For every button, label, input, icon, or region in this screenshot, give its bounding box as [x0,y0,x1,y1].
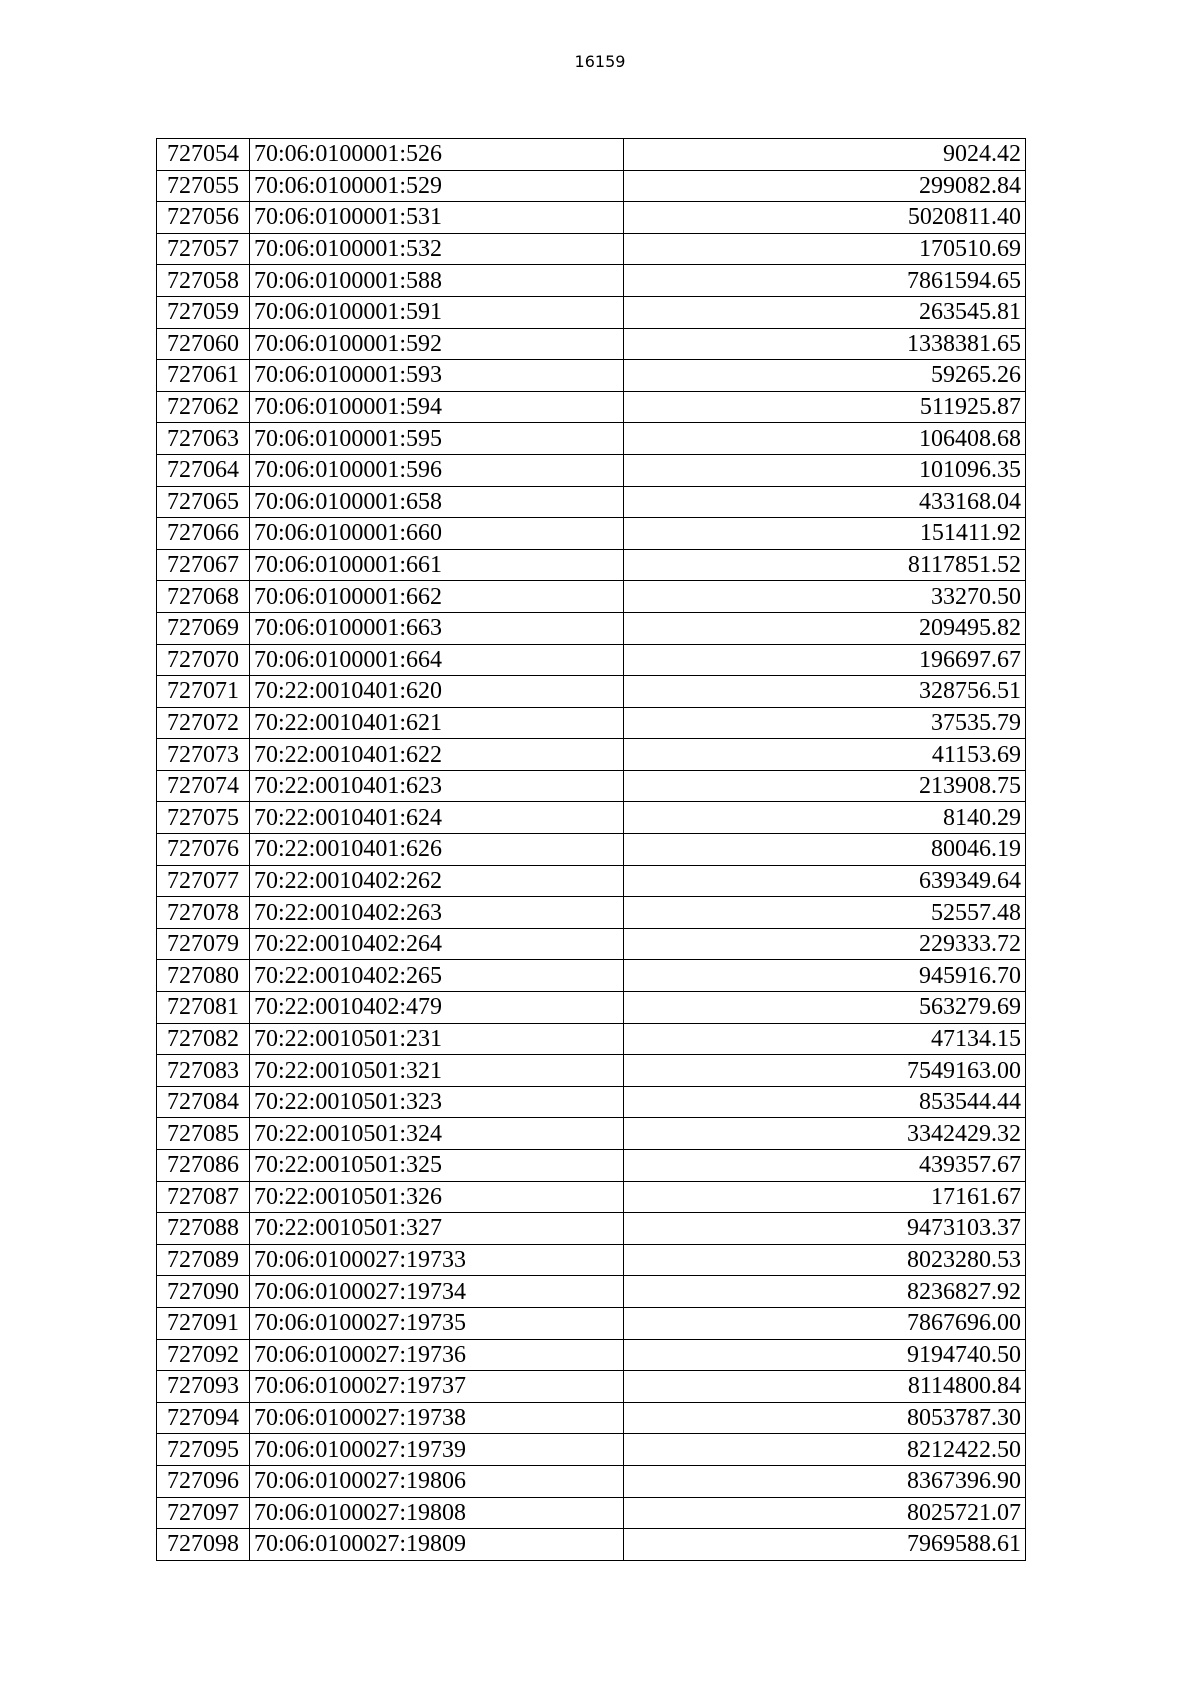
value-cell: 299082.84 [624,170,1026,202]
value-cell: 439357.67 [624,1150,1026,1182]
row-id-cell: 727073 [157,739,250,771]
value-cell: 8236827.92 [624,1276,1026,1308]
table-row [157,865,1026,897]
row-id-cell: 727076 [157,834,250,866]
table-row [157,960,1026,992]
table-row [157,1434,1026,1466]
cadastral-number-cell: 70:22:0010501:325 [250,1150,624,1182]
table-body [157,139,1026,1561]
row-id-cell: 727087 [157,1181,250,1213]
value-cell: 7969588.61 [624,1529,1026,1561]
value-cell: 41153.69 [624,739,1026,771]
table-row [157,676,1026,708]
value-cell: 229333.72 [624,928,1026,960]
row-id-cell: 727074 [157,770,250,802]
value-cell: 17161.67 [624,1181,1026,1213]
row-id-cell: 727070 [157,644,250,676]
row-id-cell: 727056 [157,202,250,234]
row-id-cell: 727068 [157,581,250,613]
cadastral-number-cell: 70:06:0100001:595 [250,423,624,455]
value-cell: 7549163.00 [624,1055,1026,1087]
cadastral-number-cell: 70:22:0010402:264 [250,928,624,960]
table-row [157,328,1026,360]
value-cell: 639349.64 [624,865,1026,897]
table-row [157,834,1026,866]
cadastral-number-cell: 70:22:0010401:623 [250,770,624,802]
table-row [157,265,1026,297]
table-row [157,1244,1026,1276]
cadastral-number-cell: 70:06:0100001:592 [250,328,624,360]
row-id-cell: 727091 [157,1307,250,1339]
row-id-cell: 727059 [157,296,250,328]
cadastral-number-cell: 70:06:0100027:19806 [250,1465,624,1497]
row-id-cell: 727092 [157,1339,250,1371]
value-cell: 8367396.90 [624,1465,1026,1497]
value-cell: 328756.51 [624,676,1026,708]
value-cell: 209495.82 [624,612,1026,644]
value-cell: 101096.35 [624,454,1026,486]
row-id-cell: 727083 [157,1055,250,1087]
table-row [157,1371,1026,1403]
table-row [157,992,1026,1024]
table-row [157,928,1026,960]
value-cell: 151411.92 [624,518,1026,550]
value-cell: 8212422.50 [624,1434,1026,1466]
table-row [157,1497,1026,1529]
cadastral-number-cell: 70:06:0100001:532 [250,233,624,265]
cadastral-number-cell: 70:22:0010501:327 [250,1213,624,1245]
table-row [157,802,1026,834]
row-id-cell: 727078 [157,897,250,929]
row-id-cell: 727085 [157,1118,250,1150]
table-row [157,644,1026,676]
registry-table [156,138,1026,1561]
table-row [157,1055,1026,1087]
row-id-cell: 727065 [157,486,250,518]
cadastral-number-cell: 70:06:0100001:591 [250,296,624,328]
row-id-cell: 727096 [157,1465,250,1497]
table-row [157,1023,1026,1055]
cadastral-number-cell: 70:06:0100027:19809 [250,1529,624,1561]
value-cell: 563279.69 [624,992,1026,1024]
cadastral-number-cell: 70:22:0010402:479 [250,992,624,1024]
row-id-cell: 727081 [157,992,250,1024]
row-id-cell: 727079 [157,928,250,960]
value-cell: 8114800.84 [624,1371,1026,1403]
value-cell: 945916.70 [624,960,1026,992]
cadastral-number-cell: 70:22:0010401:620 [250,676,624,708]
table-row [157,233,1026,265]
value-cell: 853544.44 [624,1086,1026,1118]
row-id-cell: 727063 [157,423,250,455]
table-row [157,770,1026,802]
cadastral-number-cell: 70:06:0100027:19736 [250,1339,624,1371]
row-id-cell: 727098 [157,1529,250,1561]
value-cell: 9194740.50 [624,1339,1026,1371]
value-cell: 47134.15 [624,1023,1026,1055]
value-cell: 7867696.00 [624,1307,1026,1339]
cadastral-number-cell: 70:06:0100001:594 [250,391,624,423]
cadastral-number-cell: 70:22:0010401:622 [250,739,624,771]
cadastral-number-cell: 70:22:0010501:324 [250,1118,624,1150]
row-id-cell: 727093 [157,1371,250,1403]
value-cell: 8117851.52 [624,549,1026,581]
cadastral-number-cell: 70:06:0100027:19737 [250,1371,624,1403]
table-row [157,707,1026,739]
value-cell: 8023280.53 [624,1244,1026,1276]
table-row [157,581,1026,613]
cadastral-number-cell: 70:22:0010401:621 [250,707,624,739]
row-id-cell: 727055 [157,170,250,202]
row-id-cell: 727057 [157,233,250,265]
value-cell: 8025721.07 [624,1497,1026,1529]
value-cell: 433168.04 [624,486,1026,518]
cadastral-number-cell: 70:06:0100001:658 [250,486,624,518]
row-id-cell: 727069 [157,612,250,644]
table-row [157,1086,1026,1118]
value-cell: 33270.50 [624,581,1026,613]
value-cell: 9024.42 [624,139,1026,171]
table-row [157,1307,1026,1339]
cadastral-number-cell: 70:06:0100027:19808 [250,1497,624,1529]
row-id-cell: 727080 [157,960,250,992]
value-cell: 263545.81 [624,296,1026,328]
row-id-cell: 727089 [157,1244,250,1276]
value-cell: 106408.68 [624,423,1026,455]
value-cell: 196697.67 [624,644,1026,676]
row-id-cell: 727061 [157,360,250,392]
table-row [157,296,1026,328]
table-row [157,1529,1026,1561]
table-row [157,1339,1026,1371]
table-row [157,739,1026,771]
table-row [157,170,1026,202]
table-row [157,1181,1026,1213]
value-cell: 213908.75 [624,770,1026,802]
table-row [157,549,1026,581]
value-cell: 80046.19 [624,834,1026,866]
value-cell: 511925.87 [624,391,1026,423]
row-id-cell: 727090 [157,1276,250,1308]
cadastral-number-cell: 70:06:0100001:596 [250,454,624,486]
value-cell: 3342429.32 [624,1118,1026,1150]
row-id-cell: 727075 [157,802,250,834]
row-id-cell: 727066 [157,518,250,550]
table-row [157,1465,1026,1497]
cadastral-number-cell: 70:22:0010501:231 [250,1023,624,1055]
table-row [157,139,1026,171]
cadastral-number-cell: 70:06:0100027:19738 [250,1402,624,1434]
table-row [157,423,1026,455]
row-id-cell: 727067 [157,549,250,581]
cadastral-number-cell: 70:06:0100001:526 [250,139,624,171]
cadastral-number-cell: 70:22:0010401:624 [250,802,624,834]
table-row [157,1213,1026,1245]
row-id-cell: 727071 [157,676,250,708]
table-row [157,1118,1026,1150]
cadastral-number-cell: 70:06:0100001:660 [250,518,624,550]
cadastral-number-cell: 70:06:0100001:663 [250,612,624,644]
row-id-cell: 727064 [157,454,250,486]
table-row [157,518,1026,550]
row-id-cell: 727095 [157,1434,250,1466]
table-row [157,1276,1026,1308]
row-id-cell: 727097 [157,1497,250,1529]
value-cell: 5020811.40 [624,202,1026,234]
row-id-cell: 727060 [157,328,250,360]
table-row [157,454,1026,486]
row-id-cell: 727088 [157,1213,250,1245]
table-row [157,1402,1026,1434]
row-id-cell: 727094 [157,1402,250,1434]
cadastral-number-cell: 70:22:0010501:323 [250,1086,624,1118]
value-cell: 8053787.30 [624,1402,1026,1434]
cadastral-number-cell: 70:22:0010401:626 [250,834,624,866]
value-cell: 59265.26 [624,360,1026,392]
page-number: 16159 [574,52,626,71]
cadastral-number-cell: 70:06:0100001:588 [250,265,624,297]
row-id-cell: 727086 [157,1150,250,1182]
table-row [157,897,1026,929]
table-row [157,391,1026,423]
row-id-cell: 727082 [157,1023,250,1055]
row-id-cell: 727062 [157,391,250,423]
value-cell: 9473103.37 [624,1213,1026,1245]
cadastral-number-cell: 70:06:0100027:19734 [250,1276,624,1308]
row-id-cell: 727077 [157,865,250,897]
cadastral-number-cell: 70:06:0100001:531 [250,202,624,234]
value-cell: 7861594.65 [624,265,1026,297]
row-id-cell: 727058 [157,265,250,297]
value-cell: 37535.79 [624,707,1026,739]
cadastral-number-cell: 70:22:0010402:262 [250,865,624,897]
cadastral-number-cell: 70:22:0010402:263 [250,897,624,929]
table-row [157,612,1026,644]
cadastral-number-cell: 70:06:0100001:661 [250,549,624,581]
cadastral-number-cell: 70:06:0100001:662 [250,581,624,613]
table-row [157,360,1026,392]
cadastral-number-cell: 70:06:0100001:664 [250,644,624,676]
cadastral-number-cell: 70:06:0100027:19735 [250,1307,624,1339]
table-row [157,1150,1026,1182]
row-id-cell: 727072 [157,707,250,739]
cadastral-number-cell: 70:22:0010501:321 [250,1055,624,1087]
row-id-cell: 727054 [157,139,250,171]
value-cell: 1338381.65 [624,328,1026,360]
cadastral-number-cell: 70:06:0100027:19733 [250,1244,624,1276]
cadastral-number-cell: 70:06:0100001:529 [250,170,624,202]
value-cell: 8140.29 [624,802,1026,834]
cadastral-number-cell: 70:06:0100027:19739 [250,1434,624,1466]
row-id-cell: 727084 [157,1086,250,1118]
cadastral-number-cell: 70:06:0100001:593 [250,360,624,392]
cadastral-number-cell: 70:22:0010402:265 [250,960,624,992]
cadastral-number-cell: 70:22:0010501:326 [250,1181,624,1213]
table-row [157,486,1026,518]
value-cell: 170510.69 [624,233,1026,265]
table-row [157,202,1026,234]
value-cell: 52557.48 [624,897,1026,929]
